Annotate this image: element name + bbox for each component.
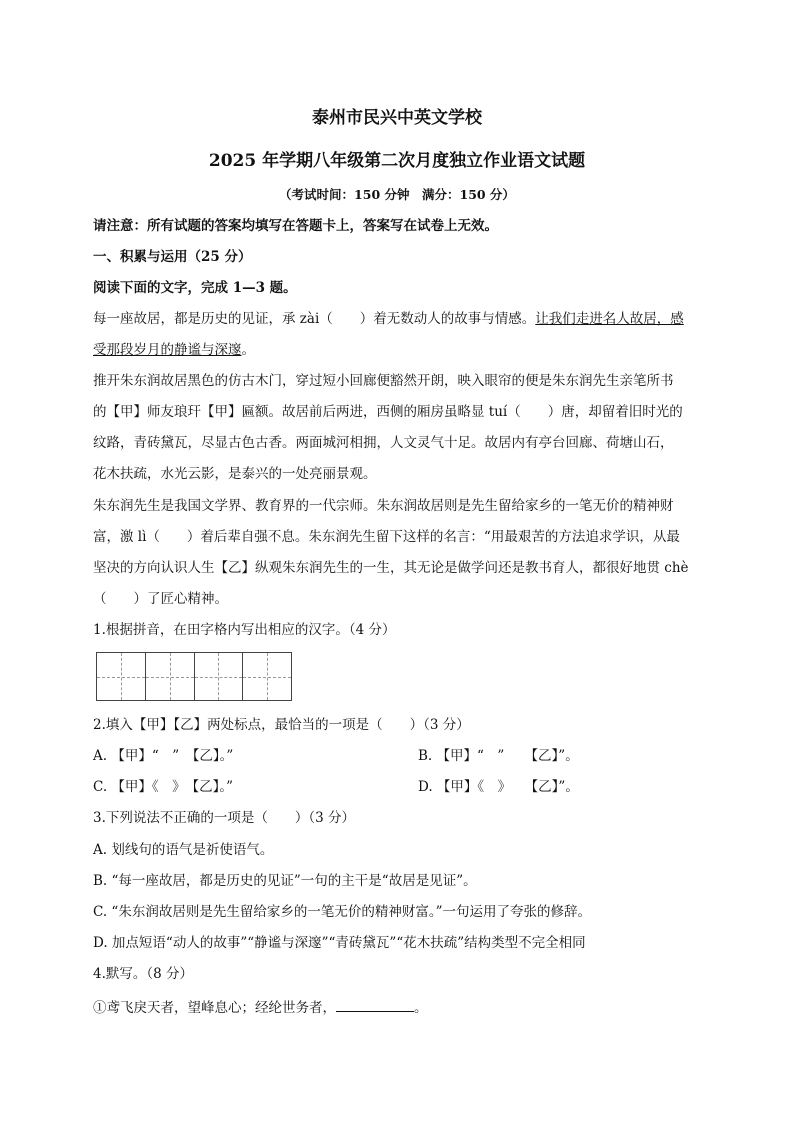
option-d: D. 加点短语“动人的故事”“静谧与深邃”“青砖黛瓦”“花木扶疏”结构类型不完全相同 [93, 935, 586, 951]
grid-cell[interactable] [146, 653, 195, 700]
recitation-text: ①鸢飞戾天者，望峰息心；经纶世务者， [93, 1000, 336, 1016]
question-2: 2.填入【甲】【乙】两处标点，最恰当的一项是（ ）（3 分） [93, 717, 470, 733]
passage-line: 推开朱东润故居黑色的仿古木门，穿过短小回廊便豁然开朗，映入眼帘的便是朱东润先生亲笔所书 [93, 373, 674, 389]
passage-line: 坚决的方向认识人生【乙】纵观朱东润先生的一生，其无论是做学问还是教书育人，都很好地贯 chè [93, 560, 689, 576]
question-4: 4.默写。（8 分） [93, 966, 194, 982]
question-3: 3.下列说法不正确的一项是（ ）（3 分） [93, 810, 356, 826]
writing-grid[interactable] [96, 652, 292, 701]
grid-cell[interactable] [97, 653, 146, 700]
grid-cell[interactable] [243, 653, 291, 700]
grid-cell[interactable] [195, 653, 244, 700]
recitation-end: 。 [414, 1000, 428, 1016]
exam-title: 2025 年学期八年级第二次月度独立作业语文试题 [208, 151, 586, 171]
passage-text: 。 [241, 342, 255, 358]
exam-info: （考试时间：150 分钟 满分：150 分） [279, 187, 515, 202]
underlined-sentence: 让我们走进名人故居，感 [535, 311, 684, 327]
underlined-sentence: 受那段岁月的 [93, 342, 174, 358]
answer-blank[interactable] [336, 997, 414, 1012]
passage-line: 的【甲】师友琅玕【甲】匾额。故居前后两进，西侧的厢房虽略显 tuí（ ）唐，却留着旧时光的 [93, 404, 683, 420]
option-a: A. 划线句的语气是祈使语气。 [93, 842, 274, 858]
notice: 请注意：所有试题的答案均填写在答题卡上，答案写在试卷上无效。 [93, 218, 498, 234]
dotted-phrase: 静谧与深邃 [174, 342, 242, 358]
passage-line [93, 310, 684, 328]
school-name: 泰州市民兴中英文学校 [312, 108, 482, 128]
passage-line: 朱东润先生是我国文学界、教育界的一代宗师。朱东润故居则是先生留给家乡的一笔无价的精神财 [93, 498, 674, 514]
option-d: D. 【甲】《 》 【乙】”。 [418, 779, 579, 795]
passage-line: 纹路，青砖黛瓦，尽显古色古香。两面城河相拥，人文灵气十足。故居内有亭台回廊、荷塘山石， [93, 435, 674, 451]
option-a: A. 【甲】“ ” 【乙】。” [93, 748, 234, 764]
passage-line: （ ）了匠心精神。 [93, 591, 228, 607]
section-instruction: 阅读下面的文字，完成 1—3 题。 [93, 280, 297, 296]
option-b: B. “每一座故居，都是历史的见证”一句的主干是“故居是见证”。 [93, 873, 477, 889]
question-1: 1.根据拼音，在田字格内写出相应的汉字。（4 分） [93, 622, 396, 638]
option-c: C. “朱东润故居则是先生留给家乡的一笔无价的精神财富。”一句运用了夸张的修辞。 [93, 904, 591, 920]
passage-line: 花木扶疏，水光云影，是泰兴的一处亮丽景观。 [93, 466, 377, 482]
passage-text: 每一座故居，都是历史的见证，承 zài（ ）着无数动人的故事与情感。 [93, 311, 536, 327]
section-heading: 一、积累与运用（25 分） [93, 249, 252, 265]
option-c: C. 【甲】《 》 【乙】。” [93, 779, 234, 795]
recitation-item [93, 997, 428, 1017]
passage-line [93, 341, 255, 359]
passage-line: 富，激 lì（ ）着后辈自强不息。朱东润先生留下这样的名言：“用最艰苦的方法追求学识，从最 [93, 529, 680, 545]
option-b: B. 【甲】“ ” 【乙】”。 [418, 748, 579, 764]
